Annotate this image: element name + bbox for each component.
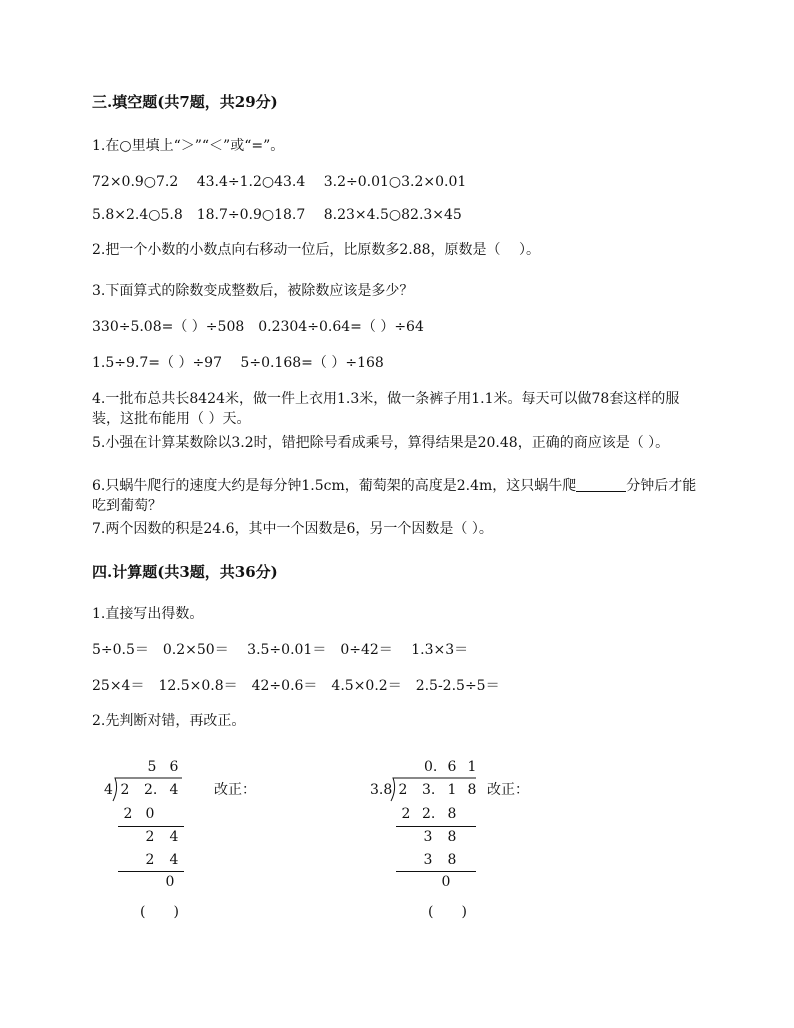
div1-rule bbox=[118, 871, 184, 872]
div2-quotient-digit: 1 bbox=[467, 759, 477, 775]
div2-rule bbox=[396, 826, 476, 827]
div2-dividend-digit: 2 bbox=[398, 782, 408, 798]
div1-step-digit: 4 bbox=[169, 829, 179, 845]
div1-rule bbox=[118, 826, 184, 827]
q5-text: 5.小强在计算某数除以3.2时，错把除号看成乘号，算得结果是20.48，正确的商应该是（ ）。 bbox=[92, 435, 670, 451]
section3-title: 三.填空题(共7题，共29分) bbox=[92, 93, 278, 111]
q2-text: 2.把一个小数的小数点向右移动一位后，比原数多2.88，原数是（ ）。 bbox=[92, 242, 540, 258]
div2-rule bbox=[396, 871, 476, 872]
q7-text: 7.两个因数的积是24.6，其中一个因数是6，另一个因数是（ ）。 bbox=[92, 521, 493, 537]
div1-step-digit: 2 bbox=[123, 806, 133, 822]
q1-row1: 72×0.9○7.2 43.4÷1.2○43.4 3.2÷0.01○3.2×0.01 bbox=[92, 174, 467, 190]
div1-dividend-digit: 4 bbox=[169, 782, 179, 798]
q4-text: 4.一批布总共长8424米，做一件上衣用1.3米，做一条裤子用1.1米。每天可以做78套这样的服装，这批布能用（ ）天。 bbox=[92, 391, 680, 427]
div2-correction-label: 改正： bbox=[487, 782, 529, 798]
q6-text bbox=[92, 476, 702, 516]
div2-dividend-digit: 3. bbox=[422, 782, 436, 798]
div2-divisor: 3.8 bbox=[370, 782, 393, 798]
calc-q2-prompt: 2.先判断对错，再改正。 bbox=[92, 713, 246, 729]
q3-row2: 1.5÷9.7=（ ）÷97 5÷0.168=（ ）÷168 bbox=[92, 355, 384, 371]
q1-prompt: 1.在○里填上“＞”“＜”或“=”。 bbox=[92, 138, 285, 154]
div2-step-digit: 3 bbox=[423, 852, 433, 868]
div2-step-digit: 3 bbox=[423, 829, 433, 845]
q3-prompt: 3.下面算式的除数变成整数后，被除数应该是多少？ bbox=[92, 283, 414, 299]
calc-q1-row2: 25×4＝ 12.5×0.8＝ 42÷0.6＝ 4.5×0.2＝ 2.5-2.5÷5＝ bbox=[92, 678, 500, 694]
div1-step-digit: 2 bbox=[145, 829, 155, 845]
div2-step-digit: 2 bbox=[401, 806, 411, 822]
div1-dividend-digit: 2 bbox=[120, 782, 130, 798]
div2-dividend-digit: 1 bbox=[447, 782, 457, 798]
div2-quotient-digit: 0. bbox=[424, 759, 438, 775]
div2-dividend-digit: 8 bbox=[467, 782, 477, 798]
div1-correction-label: 改正： bbox=[214, 782, 256, 798]
calc-q1-prompt: 1.直接写出得数。 bbox=[92, 606, 204, 622]
div1-judge-parens[interactable]: ( ) bbox=[140, 904, 179, 920]
div2-quotient-digit: 6 bbox=[447, 759, 457, 775]
q1-row2: 5.8×2.4○5.8 18.7÷0.9○18.7 8.23×4.5○82.3×45 bbox=[92, 207, 462, 223]
div1-remainder: 0 bbox=[165, 874, 175, 890]
div1-step-digit: 0 bbox=[145, 806, 155, 822]
section4-title: 四.计算题(共3题，共36分) bbox=[92, 563, 278, 581]
div2-step-digit: 8 bbox=[447, 829, 457, 845]
div2-step-digit: 8 bbox=[447, 852, 457, 868]
div1-quotient-digit: 6 bbox=[169, 759, 179, 775]
div2-remainder: 0 bbox=[441, 874, 451, 890]
q6-text-before: 6.只蜗牛爬行的速度大约是每分钟1.5cm，葡萄架的高度是2.4m，这只蜗牛爬 bbox=[92, 478, 577, 494]
div1-step-digit: 2 bbox=[145, 852, 155, 868]
div1-dividend-digit: 2. bbox=[144, 782, 158, 798]
div1-divisor: 4 bbox=[104, 782, 113, 798]
calc-q1-row1: 5÷0.5＝ 0.2×50＝ 3.5÷0.01＝ 0÷42＝ 1.3×3＝ bbox=[92, 642, 469, 658]
q3-row1: 330÷5.08=（ ）÷508 0.2304÷0.64=（ ）÷64 bbox=[92, 319, 424, 335]
div1-quotient-digit: 5 bbox=[147, 759, 157, 775]
div1-step-digit: 4 bbox=[169, 852, 179, 868]
div2-judge-parens[interactable]: ( ) bbox=[428, 904, 467, 920]
div2-step-digit: 8 bbox=[447, 806, 457, 822]
q6-answer-blank[interactable] bbox=[576, 477, 626, 492]
div2-step-digit: 2. bbox=[422, 806, 436, 822]
q6-text-after: 分钟后才能吃到葡萄？ bbox=[92, 478, 697, 514]
